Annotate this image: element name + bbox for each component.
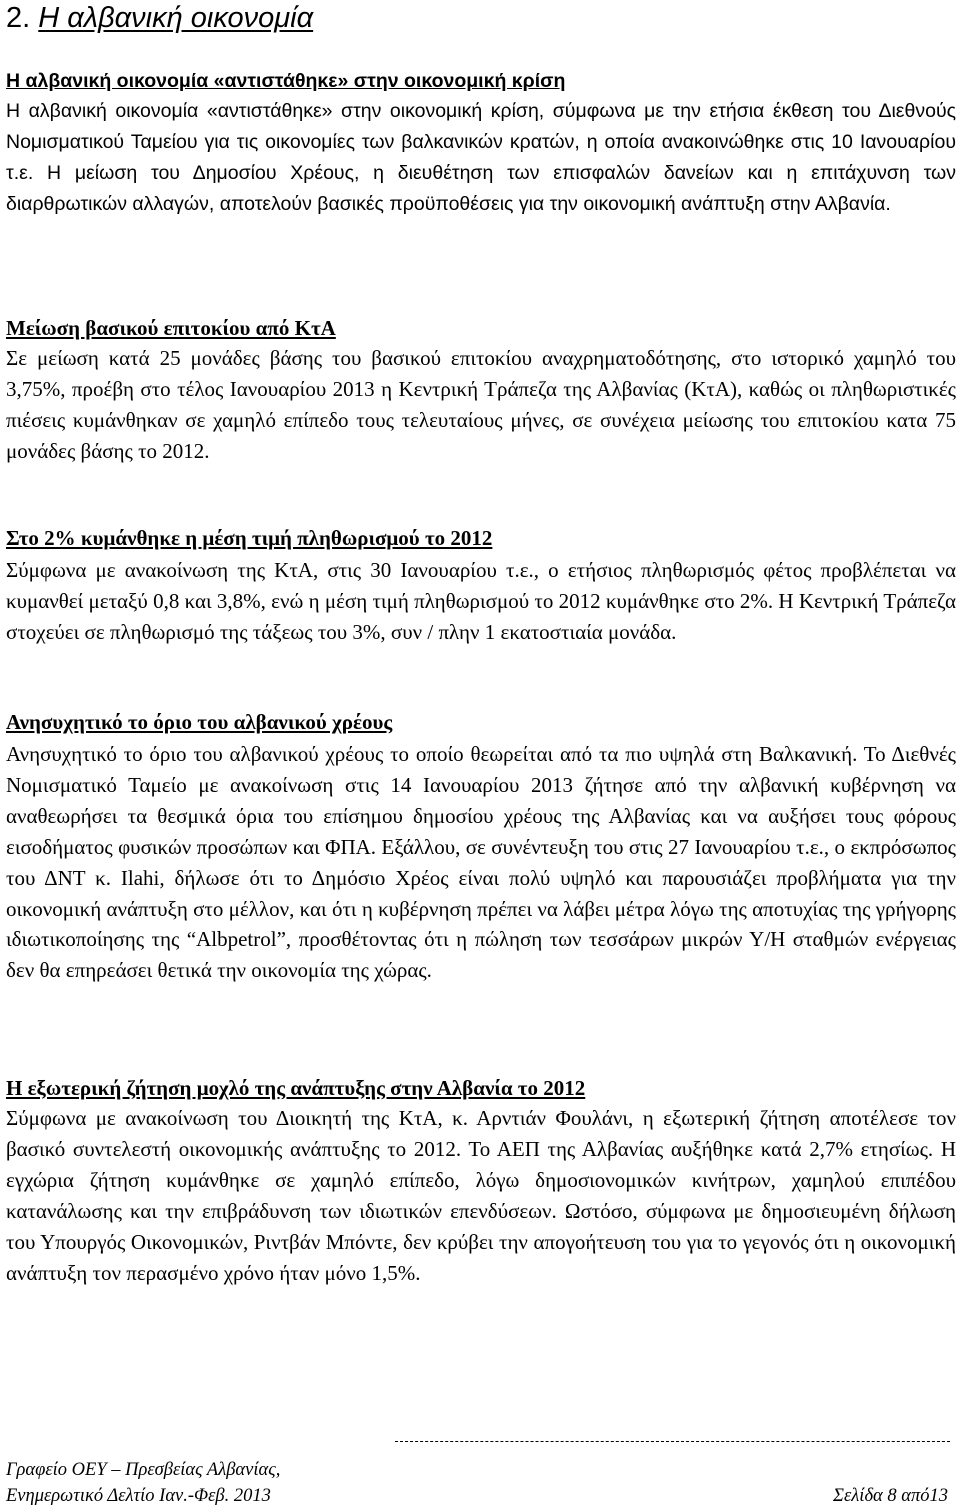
section-heading-inflation: Στο 2% κυμάνθηκε η μέση τιμή πληθωρισμού το 2012	[6, 526, 493, 550]
chapter-title-text: Η αλβανική οικονομία	[38, 2, 314, 34]
chapter-title	[6, 0, 313, 36]
footer-office: Γραφείο ΟΕΥ – Πρεσβείας Αλβανίας,	[6, 1460, 281, 1480]
section-body-interest-rate: Σε μείωση κατά 25 μονάδες βάσης του βασικού επιτοκίου αναχρηματοδότησης, στο ιστορικό χαμηλό του 3,75%, προέβη στο τέλος Ιανουαρίου 2013 η Κεντρική Τράπεζα της Αλβανίας (ΚτΑ), καθώς οι πληθωριστικές πιέσεις κυμάνθηκαν σε χαμηλό επίπεδο τους τελευταίους μήνες, σε συνέχεια μείωσης του επιτοκίου κατα 75 μονάδες βάσης το 2012.	[6, 346, 956, 463]
section-body-resilience: Η αλβανική οικονομία «αντιστάθηκε» στην οικονομική κρίση, σύμφωνα με την ετήσια έκθεση του Διεθνούς Νομισματικού Ταμείου για τις οικονομίες των βαλκανικών κρατών, η οποία ανακοινώθηκε στις 10 Ιανουαρίου τ.ε. Η μείωση του Δημοσίου Χρέους, η διευθέτηση των επισφαλών δανείων και η επιτάχυνση των διαρθρωτικών αλλαγών, αποτελούν βασικές προϋποθέσεις για την οικονομική ανάπτυξη στην Αλβανία.	[6, 100, 956, 215]
section-body-inflation: Σύμφωνα με ανακοίνωση της ΚτΑ, στις 30 Ιανουαρίου τ.ε., ο ετήσιος πληθωρισμός φέτος προβλέπεται να κυμανθεί μεταξύ 0,8 και 3,8%, ενώ η μέση τιμή πληθωρισμού το 2012 κυμάνθηκε στο 2%. Η Κεντρική Τράπεζα στοχεύει σε πληθωρισμό της τάξεως του 3%, συν / πλην 1 εκατοστιαία μονάδα.	[6, 558, 956, 644]
footer-divider	[395, 1441, 950, 1442]
section-heading-resilience: Η αλβανική οικονομία «αντιστάθηκε» στην οικονομική κρίση	[6, 70, 566, 92]
section-body-external-demand: Σύμφωνα με ανακοίνωση του Διοικητή της ΚτΑ, κ. Αρντιάν Φουλάνι, η εξωτερική ζήτηση αποτέλεσε τον βασικό συντελεστή οικονομικής ανάπτυξης το 2012. Το ΑΕΠ της Αλβανίας αυξήθηκε κατά 2,7% ετησίως. Η εγχώρια ζήτηση κυμάνθηκε σε χαμηλό επίπεδο, λόγω δημοσιονομικών κινήτρων, χαμηλού επιπέδου κατανάλωσης και την επιβράδυνση των ιδιωτικών επενδύσεων. Ωστόσο, σύμφωνα με δημοσιευμένη δήλωση του Υπουργός Οικονομικών, Ριντβάν Μπόντε, δεν κρύβει την απογοήτευση του για το γεγονός ότι η οικονομική ανάπτυξη τον περασμένο χρόνο ήταν μόνο 1,5%.	[6, 1106, 956, 1285]
chapter-number: 2.	[6, 2, 31, 34]
section-body-debt: Ανησυχητικό το όριο του αλβανικού χρέους το οποίο θεωρείται από τα πιο υψηλά στη Βαλκανική. Το Διεθνές Νομισματικό Ταμείο με ανακοίνωση στις 14 Ιανουαρίου 2013 ζήτησε από την αλβανική κυβέρνηση να αναθεωρήσει τα θεσμικά όρια του επίσημου δημοσίου χρέους της Αλβανίας και να αυξήσει τους φόρους εισοδήματος φυσικών προσώπων και ΦΠΑ. Εξάλλου, σε συνέντευξη του στις 27 Ιανουαρίου τ.ε., ο εκπρόσωπος του ΔΝΤ κ. Ilahi, δήλωσε ότι το Δημόσιο Χρέος είναι πολύ υψηλό και παρουσιάζει προβλήματα για την οικονομική ανάπτυξη στο μέλλον, και ότι η κυβέρνηση πρέπει να λάβει μέτρα λόγω της αποτυχίας της γρήγορης ιδιωτικοποίησης της “Albpetrol”, προσθέτοντας ότι η πώληση των τεσσάρων μικρών Υ/Η σταθμών ενέργειας δεν θα επηρεάσει θετικά την οικονομία της χώρας.	[6, 742, 956, 983]
footer-page-number: Σελίδα 8 από13	[833, 1486, 948, 1506]
footer-bulletin: Ενημερωτικό Δελτίο Ιαν.-Φεβ. 2013	[6, 1486, 271, 1506]
section-heading-external-demand: Η εξωτερική ζήτηση μοχλό της ανάπτυξης στην Αλβανία το 2012	[6, 1076, 586, 1100]
section-heading-debt: Ανησυχητικό το όριο του αλβανικού χρέους	[6, 710, 393, 734]
section-heading-interest-rate: Μείωση βασικού επιτοκίου από ΚτΑ	[6, 316, 336, 340]
